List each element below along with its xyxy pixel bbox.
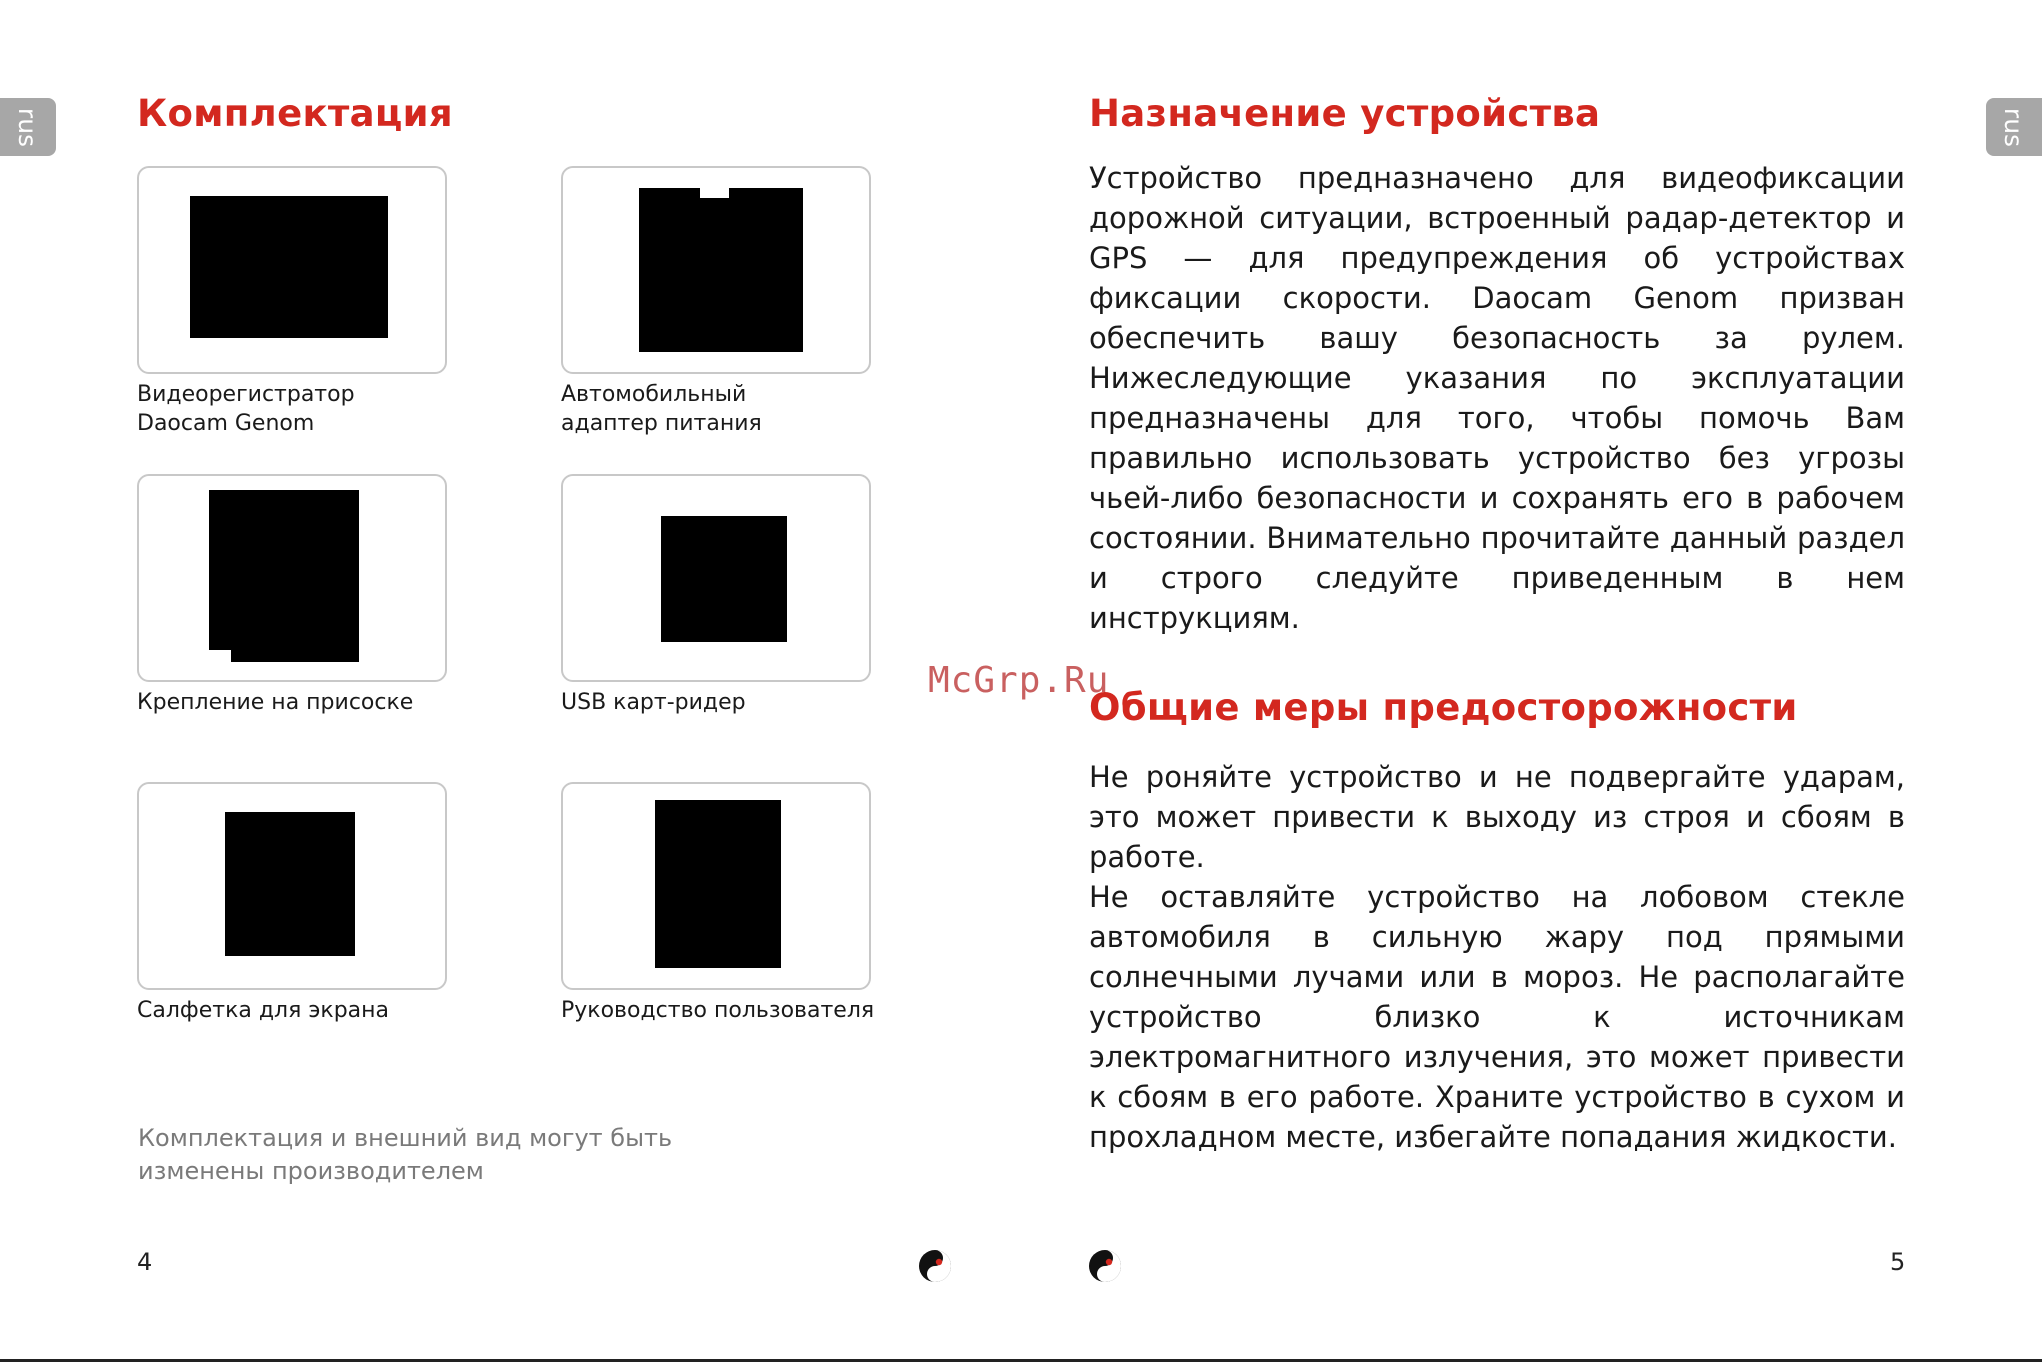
screen-wipe-image: [225, 812, 355, 956]
precautions-paragraph-2: Не оставляйте устройство на лобовом стекле автомобиля в сильную жару под прямыми солнечными лучами или в мороз. Не располагайте устройство близко к источникам электромагнитного излучения, это может привести к сбоям в его работе. Храните устройство в сухом и прохладном месте, избегайте попадания жидкости.: [1089, 880, 1905, 1154]
contents-disclaimer: Комплектация и внешний вид могут быть изменены производителем: [138, 1124, 673, 1185]
item-card-user-manual: [561, 782, 871, 990]
item-card-dashcam: [137, 166, 447, 374]
usb-card-reader-image: [661, 516, 787, 642]
item-caption-screen-wipe: Салфетка для экрана: [137, 998, 390, 1023]
item-caption-usb-card-reader: USB карт-ридер: [561, 690, 746, 715]
precautions-title: Общие меры предосторожности: [1089, 686, 1798, 729]
device-purpose-text: Устройство предназначено для видеофиксации дорожной ситуации, встроенный радар-детектор и GPS — для предупреждения об устройствах фиксации скорости. Daocam Genom призван обеспечить вашу безопасность за рулем. Нижеследующие указания по эксплуатации предназначены для того, чтобы помочь Вам правильно использовать устройство без угрозы чьей-либо безопасности и сохранять его в рабочем состоянии. Внимательно прочитайте данный раздел и строго следуйте приведенным в нем инструкциям.: [1089, 161, 1905, 635]
power-adapter-image: [639, 188, 803, 352]
item-card-screen-wipe: [137, 782, 447, 990]
brand-logo-icon: [918, 1249, 952, 1283]
user-manual-image: [655, 800, 781, 968]
item-caption-dashcam: Видеорегистратор Daocam Genom: [137, 382, 355, 436]
page-number-right: 5: [1890, 1248, 1906, 1276]
language-tab-left: [0, 98, 56, 156]
language-tab-label: rus: [13, 107, 43, 147]
item-caption-suction-mount: Крепление на присоске: [137, 690, 414, 715]
item-card-power-adapter: [561, 166, 871, 374]
brand-logo-icon: [1088, 1249, 1122, 1283]
item-caption-power-adapter: Автомобильный адаптер питания: [561, 382, 762, 436]
item-card-usb-card-reader: [561, 474, 871, 682]
item-card-suction-mount: [137, 474, 447, 682]
language-tab-right: [1986, 98, 2042, 156]
watermark: McGrp.Ru: [928, 660, 1110, 701]
suction-mount-image: [209, 490, 361, 662]
package-contents-title: Комплектация: [137, 92, 453, 135]
page-number-left: 4: [137, 1248, 153, 1276]
item-caption-user-manual: Руководство пользователя: [561, 998, 875, 1023]
device-purpose-title: Назначение устройства: [1089, 92, 1601, 135]
language-tab-label: rus: [1999, 107, 2029, 147]
precautions-paragraph-1: Не роняйте устройство и не подвергайте ударам, это может привести к выходу из строя и сбоям в работе.: [1089, 760, 1905, 874]
dashcam-image: [190, 196, 388, 338]
